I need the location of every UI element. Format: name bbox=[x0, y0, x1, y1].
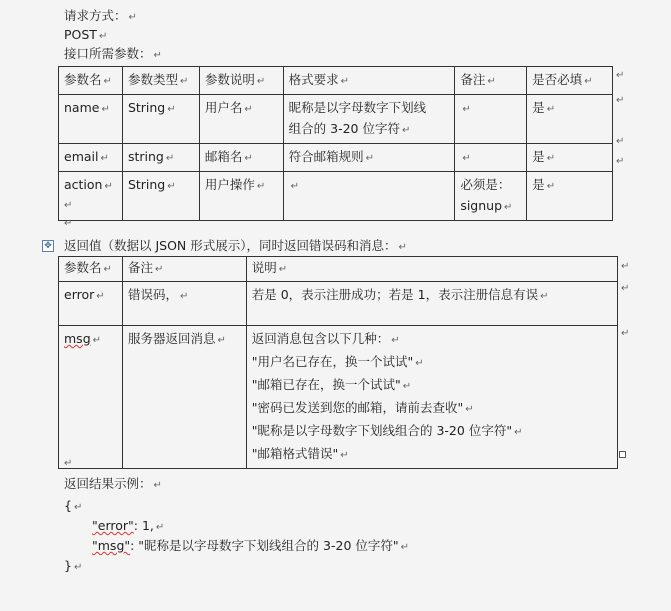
paragraph-mark-icon: ↵ bbox=[398, 242, 407, 253]
json-msg-key: "msg" bbox=[92, 538, 131, 553]
example-open-brace-line bbox=[64, 498, 82, 516]
return-desc-cell: 若是 0，表示注册成功；若是 1，表示注册信息有误 ↵ bbox=[246, 282, 617, 326]
list-item: "邮箱已存在，换一个试试" ↵ bbox=[251, 377, 412, 392]
header-cell: 格式要求 ↵ bbox=[283, 67, 455, 95]
table-resize-handle[interactable] bbox=[619, 451, 626, 458]
header-cell: 备注 ↵ bbox=[122, 257, 246, 282]
param-required-cell: 是 ↵ bbox=[527, 95, 613, 144]
return-desc-cell bbox=[246, 326, 617, 469]
json-error-value: : 1, bbox=[133, 518, 154, 533]
return-table bbox=[58, 256, 618, 469]
header-cell: 参数说明 ↵ bbox=[199, 67, 283, 95]
paragraph-mark-icon: ↵ bbox=[73, 502, 83, 513]
row-end-mark: ↵ bbox=[621, 328, 630, 339]
param-format-cell: 昵称是以字母数字下划线 组合的 3-20 位字符 ↵ bbox=[283, 95, 455, 144]
return-note-cell: 服务器返回消息 ↵ bbox=[122, 326, 246, 469]
param-name-cell: email ↵ bbox=[59, 144, 123, 172]
header-cell: 备注 ↵ bbox=[455, 67, 527, 95]
method-value: POST bbox=[64, 27, 97, 42]
row-end-mark: ↵ bbox=[616, 95, 625, 106]
return-name-cell: msg ↵ bbox=[59, 326, 123, 469]
param-note-cell: ↵ bbox=[455, 95, 527, 144]
header-cell: 参数名 ↵ bbox=[59, 67, 123, 95]
header-cell: 说明 ↵ bbox=[246, 257, 617, 282]
param-note-cell: ↵ bbox=[455, 144, 527, 172]
row-end-mark: ↵ bbox=[616, 136, 625, 147]
params-header-row bbox=[59, 67, 613, 95]
table-row bbox=[59, 144, 613, 172]
list-item: "用户名已存在，换一个试试" ↵ bbox=[251, 354, 424, 369]
example-close-brace-line bbox=[64, 558, 82, 576]
params-label-line bbox=[64, 46, 162, 64]
paragraph-mark-icon: ↵ bbox=[73, 562, 83, 573]
params-label: 接口所需参数： bbox=[64, 46, 152, 61]
return-name-cell: error ↵ bbox=[59, 282, 123, 326]
header-cell: 是否必填 ↵ bbox=[527, 67, 613, 95]
return-header-row bbox=[59, 257, 618, 282]
paragraph-mark-icon: ↵ bbox=[98, 31, 108, 42]
paragraph-mark-icon: ↵ bbox=[155, 522, 165, 533]
json-open-brace: { bbox=[64, 498, 72, 513]
example-label: 返回结果示例： bbox=[64, 476, 152, 491]
param-type-cell: String ↵ bbox=[122, 172, 199, 221]
params-table bbox=[58, 66, 613, 221]
param-desc-cell: 邮箱名 ↵ bbox=[199, 144, 283, 172]
param-note-cell: 必须是： signup ↵ bbox=[455, 172, 527, 221]
list-item: "昵称是以字母数字下划线组合的 3-20 位字符" ↵ bbox=[251, 423, 523, 438]
json-error-key: "error" bbox=[92, 518, 134, 533]
paragraph-mark-icon: ↵ bbox=[400, 542, 410, 553]
param-format-cell: 符合邮箱规则 ↵ bbox=[283, 144, 455, 172]
table-row bbox=[59, 326, 618, 469]
table-row bbox=[59, 172, 613, 221]
example-error-line bbox=[92, 518, 164, 536]
row-end-mark: ↵ bbox=[621, 283, 630, 294]
return-section-title: 返回值（数据以 JSON 形式展示），同时返回错误码和消息： bbox=[64, 238, 397, 253]
param-format-cell: ↵ bbox=[283, 172, 455, 221]
param-required-cell: 是 ↵ bbox=[527, 172, 613, 221]
header-cell: 参数名 ↵ bbox=[59, 257, 123, 282]
paragraph-mark-icon: ↵ bbox=[153, 480, 162, 491]
paragraph-mark-icon: ↵ bbox=[64, 458, 73, 469]
param-type-cell: string ↵ bbox=[122, 144, 199, 172]
param-type-cell: String ↵ bbox=[122, 95, 199, 144]
method-label: 请求方式： bbox=[64, 8, 127, 23]
list-item: "密码已发送到您的邮箱，请前去查收" ↵ bbox=[251, 400, 474, 415]
msg-intro: 返回消息包含以下几种： ↵ bbox=[251, 331, 400, 346]
paragraph-mark-icon: ↵ bbox=[128, 12, 137, 23]
table-move-handle-icon[interactable]: ✥ bbox=[42, 240, 54, 252]
header-cell: 参数类型 ↵ bbox=[122, 67, 199, 95]
param-name-cell: name ↵ bbox=[59, 95, 123, 144]
method-label-line bbox=[64, 8, 137, 26]
return-note-cell: 错误码， ↵ bbox=[122, 282, 246, 326]
json-close-brace: } bbox=[64, 558, 72, 573]
return-title-line bbox=[64, 238, 407, 256]
example-label-line bbox=[64, 476, 162, 494]
param-required-cell: 是 ↵ bbox=[527, 144, 613, 172]
table-row bbox=[59, 282, 618, 326]
param-desc-cell: 用户操作 ↵ bbox=[199, 172, 283, 221]
paragraph-mark-icon: ↵ bbox=[153, 50, 162, 61]
paragraph-mark-icon: ↵ bbox=[64, 200, 73, 211]
row-end-mark: ↵ bbox=[621, 261, 630, 272]
example-msg-line bbox=[92, 538, 409, 556]
paragraph-mark-icon: ↵ bbox=[64, 218, 73, 229]
param-name-cell: action ↵ bbox=[59, 172, 123, 221]
table-row bbox=[59, 95, 613, 144]
json-msg-value: : "昵称是以字母数字下划线组合的 3-20 位字符" bbox=[130, 538, 399, 553]
list-item: "邮箱格式错误" ↵ bbox=[251, 446, 349, 461]
row-end-mark: ↵ bbox=[616, 156, 625, 167]
param-desc-cell: 用户名 ↵ bbox=[199, 95, 283, 144]
method-value-line bbox=[64, 27, 107, 45]
row-end-mark: ↵ bbox=[616, 70, 625, 81]
